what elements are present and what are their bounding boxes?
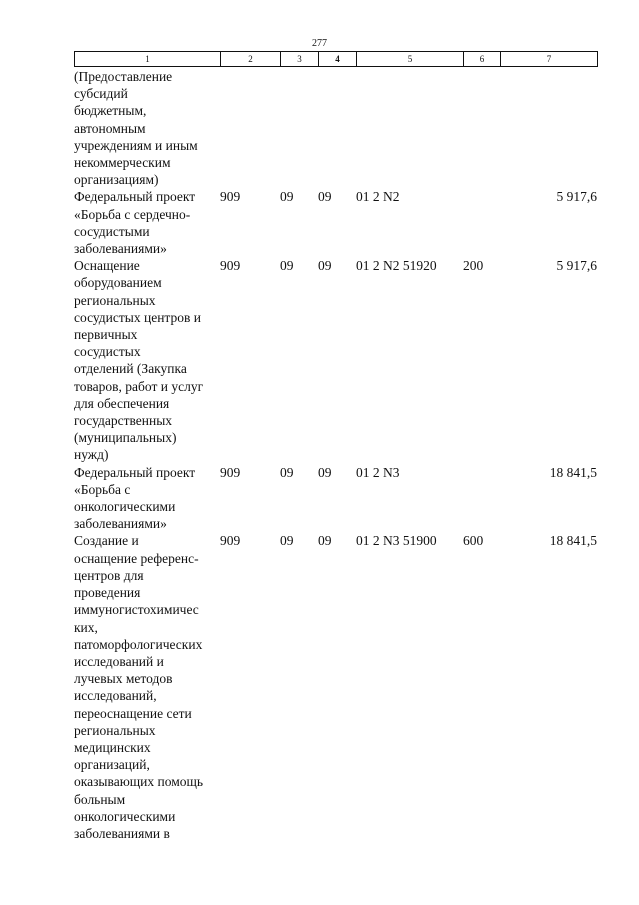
row-name-line: некоммерческим [74,155,171,171]
row-section-cell: 09 [280,464,294,480]
row-amount-cell: 5 917,6 [556,258,597,274]
row-name-line: субсидий [74,86,128,102]
table-row [74,532,597,842]
row-target-cell: 01 2 N3 [356,464,400,480]
row-amount-cell: 18 841,5 [549,533,597,549]
row-amount-cell [500,68,597,188]
row-name-line: ких, [74,619,98,635]
row-name-line: «Борьба с [74,481,131,497]
row-subsection-cell: 09 [318,464,332,480]
header-col-2: 2 [221,52,281,67]
row-name-line: сосудистых центров и [74,309,201,325]
row-name-line: оснащение референс- [74,550,199,566]
row-name-line: региональных [74,722,156,738]
row-subsection-cell: 09 [318,258,332,274]
page-number: 277 [312,38,327,49]
row-name-line: для обеспечения [74,395,170,411]
row-subsection-cell: 09 [318,533,332,549]
header-col-3: 3 [281,52,319,67]
row-name-line: оказывающих помощь [74,774,204,790]
row-name-line: (муниципальных) [74,430,177,446]
row-name-line: Создание и [74,533,139,549]
row-expense-type-cell [463,464,500,533]
row-name-line: нужд) [74,447,109,463]
row-amount-cell: 18 841,5 [549,464,597,480]
row-expense-type-cell [463,188,500,257]
row-name-line: отделений (Закупка [74,361,187,377]
row-name-line: медицинских [74,739,151,755]
row-name-line: Федеральный проект [74,189,196,205]
row-name-line: сосудистыми [74,223,150,239]
budget-table [74,68,597,842]
row-name-line: лучевых методов [74,671,173,687]
table-row [74,188,597,257]
row-target-cell: 01 2 N3 51900 [356,533,437,549]
header-col-7: 7 [501,52,598,67]
row-target-cell [356,68,463,188]
row-name-line: патоморфологических [74,636,203,652]
row-name-line: организациям) [74,172,159,188]
column-number-header [74,51,598,67]
row-name-line: оборудованием [74,275,162,291]
table-row [74,257,597,463]
row-name-line: автономным [74,120,146,136]
row-section-cell: 09 [280,533,294,549]
row-name-line: Федеральный проект [74,464,196,480]
row-name-line: иммуногистохимичес [74,602,199,618]
row-name-line: учреждениям и иным [74,137,198,153]
row-name-line: товаров, работ и услуг [74,378,204,394]
row-name-line: государственных [74,413,173,429]
row-expense-type-cell: 600 [463,533,484,549]
row-subsection-cell [318,68,356,188]
header-col-6: 6 [464,52,501,67]
row-name-line: исследований, [74,688,157,704]
row-name-cell [74,464,220,533]
row-expense-type-cell [463,68,500,188]
row-name-line: региональных [74,292,156,308]
row-name-line: заболеваниями» [74,241,167,257]
row-target-cell: 01 2 N2 [356,189,400,205]
row-name-line: сосудистых [74,344,141,360]
table-body [74,68,597,842]
row-name-line: центров для [74,567,144,583]
row-code-cell: 909 [220,464,241,480]
row-section-cell [280,68,318,188]
row-name-line: бюджетным, [74,103,147,119]
row-code-cell [220,68,280,188]
row-name-line: заболеваниями» [74,516,167,532]
table-row [74,464,597,533]
row-name-cell [74,532,220,842]
row-subsection-cell: 09 [318,189,332,205]
row-name-line: онкологическими [74,499,176,515]
row-code-cell: 909 [220,533,241,549]
row-name-line: Оснащение [74,258,140,274]
row-code-cell: 909 [220,189,241,205]
row-name-line: (Предоставление [74,69,173,84]
row-name-line: больным [74,791,126,807]
row-name-line: первичных [74,327,138,343]
table-row [74,68,597,188]
row-amount-cell: 5 917,6 [556,189,597,205]
row-name-cell [74,257,220,463]
row-name-line: «Борьба с сердечно- [74,206,191,222]
row-name-line: заболеваниями в [74,825,170,841]
header-col-4: 4 [319,52,357,67]
header-col-5: 5 [357,52,464,67]
row-target-cell: 01 2 N2 51920 [356,258,437,274]
row-section-cell: 09 [280,258,294,274]
row-code-cell: 909 [220,258,241,274]
row-name-cell [74,68,220,188]
row-name-line: онкологическими [74,808,176,824]
row-name-line: проведения [74,585,141,601]
row-name-line: исследований и [74,653,164,669]
row-section-cell: 09 [280,189,294,205]
row-name-line: переоснащение сети [74,705,192,721]
header-row [75,52,598,67]
row-name-line: организаций, [74,757,150,773]
row-expense-type-cell: 200 [463,258,484,274]
header-col-1: 1 [75,52,221,67]
row-name-cell [74,188,220,257]
